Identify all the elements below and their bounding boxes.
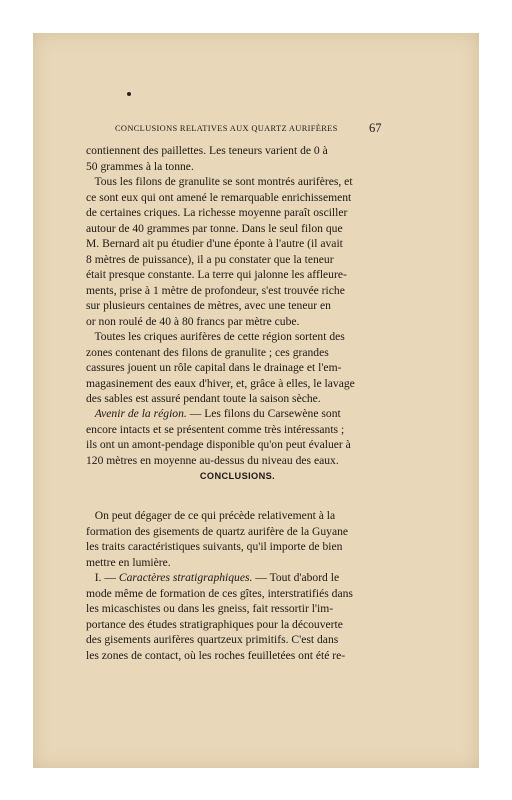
point-one-prefix: I. —	[86, 571, 119, 584]
avenir-paragraph	[86, 406, 389, 468]
text-line: Toutes les criques aurifères de cette région sortent des	[86, 330, 345, 343]
point-one-paragraph	[86, 570, 389, 663]
point-one-label: Caractères stratigraphiques.	[118, 571, 253, 584]
text-line: cassures jouent un rôle capital dans le drainage et l'em-	[86, 361, 342, 374]
text-line: ments, prise à 1 mètre de profondeur, s'est trouvée riche	[86, 283, 345, 297]
text-line: M. Bernard ait pu étudier d'une éponte à l'autre (il avait	[86, 237, 343, 250]
text-line: mode même de formation de ces gîtes, interstratifiés dans	[86, 586, 353, 600]
text-line: or non roulé de 40 à 80 francs par mètre cube.	[86, 314, 300, 328]
point-one-first-line	[86, 570, 389, 586]
text-line: ils ont un amont-pendage disponible qu'on peut évaluer à	[86, 438, 351, 451]
text-line: encore intacts et se présentent comme très intéressants ;	[86, 422, 345, 436]
text-line: les micaschistes ou dans les gneiss, fait ressortir l'im-	[86, 602, 334, 615]
text-line: portance des études stratigraphiques pour la découverte	[86, 617, 343, 631]
conclusions-heading: CONCLUSIONS.	[199, 471, 276, 481]
point-one-first-line-rest: — Tout d'abord le	[252, 571, 340, 584]
text-line: 50 grammes à la tonne.	[86, 159, 194, 173]
text-line: sur plusieurs centaines de mètres, avec une teneur en	[86, 299, 331, 312]
text-line: 8 mètres de puissance), il a pu constater que la teneur	[86, 252, 334, 266]
avenir-first-line	[86, 406, 389, 422]
text-line: des sables est assuré pendant toute la saison sèche.	[86, 392, 321, 405]
text-line: Tous les filons de granulite se sont montrés aurifères, et	[86, 175, 353, 188]
text-line: les traits caractéristiques suivants, qu'il importe de bien	[86, 540, 343, 553]
text-line: zones contenant des filons de granulite ; ces grandes	[86, 345, 329, 359]
running-head: CONCLUSIONS RELATIVES AUX QUARTZ AURIFÈRES	[115, 124, 338, 133]
text-line: 120 mètres en moyenne au-dessus du niveau des eaux.	[86, 453, 339, 467]
text-line: les zones de contact, où les roches feuilletées ont été re-	[86, 648, 346, 662]
text-line: des gisements aurifères quartzeux primitifs. C'est dans	[86, 633, 339, 646]
text-line: contiennent des paillettes. Les teneurs varient de 0 à	[86, 144, 328, 157]
text-line: autour de 40 grammes par tonne. Dans le seul filon que	[86, 221, 343, 235]
text-line: On peut dégager de ce qui précède relativement à la	[86, 509, 336, 522]
ink-dot	[127, 92, 131, 96]
text-line: ce sont eux qui ont amené le remarquable enrichissement	[86, 190, 352, 204]
text-line: magasinement des eaux d'hiver, et, grâce à elles, le lavage	[86, 376, 355, 390]
avenir-label: Avenir de la région.	[94, 407, 187, 420]
text-line: était presque constante. La terre qui jalonne les affleure-	[86, 268, 347, 281]
text-line: formation des gisements de quartz aurifère de la Guyane	[86, 524, 349, 538]
text-line: de certaines criques. La richesse moyenne paraît osciller	[86, 206, 348, 219]
text-line: mettre en lumière.	[86, 555, 171, 569]
avenir-lines	[86, 422, 389, 469]
avenir-first-line-rest: — Les filons du Carsewène sont	[186, 407, 341, 420]
point-one-lines	[86, 586, 389, 664]
conclusions-text	[86, 508, 389, 570]
page-number: 67	[369, 121, 382, 135]
section-one-text	[86, 143, 389, 407]
